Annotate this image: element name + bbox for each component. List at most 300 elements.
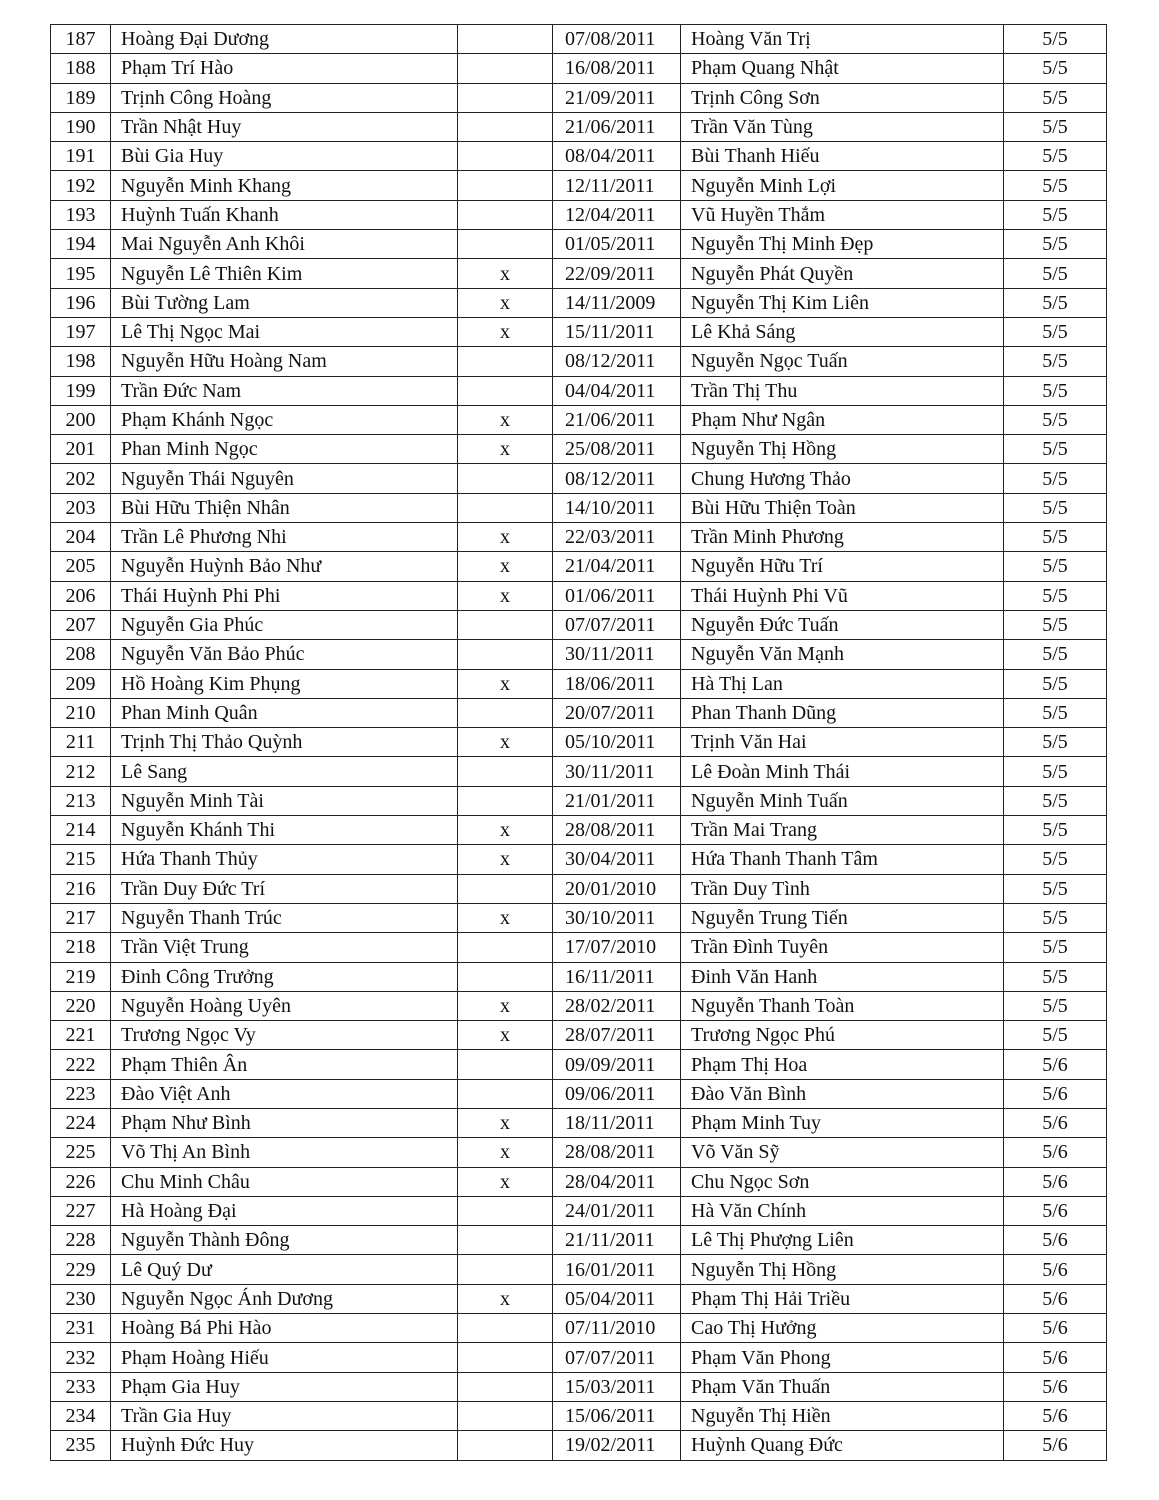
row-number: 222	[51, 1050, 111, 1079]
female-mark: x	[458, 669, 553, 698]
student-roster-table	[50, 24, 1107, 1461]
birth-date: 20/01/2010	[553, 874, 681, 903]
parent-name: Phạm Văn Thuấn	[681, 1372, 1004, 1401]
parent-name: Bùi Hữu Thiện Toàn	[681, 493, 1004, 522]
birth-date: 17/07/2010	[553, 933, 681, 962]
student-name: Hà Hoàng Đại	[111, 1196, 458, 1225]
birth-date: 18/11/2011	[553, 1108, 681, 1137]
table-row	[51, 1108, 1107, 1137]
female-mark: x	[458, 317, 553, 346]
table-row	[51, 25, 1107, 54]
row-number: 209	[51, 669, 111, 698]
class-name: 5/6	[1004, 1314, 1107, 1343]
parent-name: Nguyễn Đức Tuấn	[681, 610, 1004, 639]
table-row	[51, 347, 1107, 376]
table-row	[51, 1196, 1107, 1225]
birth-date: 22/03/2011	[553, 523, 681, 552]
female-mark	[458, 1255, 553, 1284]
birth-date: 21/04/2011	[553, 552, 681, 581]
class-name: 5/5	[1004, 552, 1107, 581]
row-number: 211	[51, 728, 111, 757]
parent-name: Lê Khả Sáng	[681, 317, 1004, 346]
row-number: 210	[51, 698, 111, 727]
table-row	[51, 962, 1107, 991]
female-mark	[458, 347, 553, 376]
table-row	[51, 757, 1107, 786]
student-name: Huỳnh Đức Huy	[111, 1431, 458, 1460]
class-name: 5/5	[1004, 903, 1107, 932]
table-row	[51, 1021, 1107, 1050]
table-row	[51, 552, 1107, 581]
parent-name: Trần Thị Thu	[681, 376, 1004, 405]
student-name: Hoàng Bá Phi Hào	[111, 1314, 458, 1343]
table-row	[51, 259, 1107, 288]
table-row	[51, 1226, 1107, 1255]
birth-date: 24/01/2011	[553, 1196, 681, 1225]
parent-name: Hoàng Văn Trị	[681, 25, 1004, 54]
birth-date: 15/03/2011	[553, 1372, 681, 1401]
student-name: Nguyễn Thành Đông	[111, 1226, 458, 1255]
row-number: 216	[51, 874, 111, 903]
student-name: Trương Ngọc Vy	[111, 1021, 458, 1050]
female-mark: x	[458, 991, 553, 1020]
class-name: 5/6	[1004, 1108, 1107, 1137]
row-number: 204	[51, 523, 111, 552]
female-mark: x	[458, 259, 553, 288]
parent-name: Trịnh Văn Hai	[681, 728, 1004, 757]
female-mark: x	[458, 405, 553, 434]
row-number: 212	[51, 757, 111, 786]
parent-name: Chu Ngọc Sơn	[681, 1167, 1004, 1196]
row-number: 188	[51, 54, 111, 83]
female-mark	[458, 933, 553, 962]
student-name: Thái Huỳnh Phi Phi	[111, 581, 458, 610]
birth-date: 05/04/2011	[553, 1284, 681, 1313]
student-name: Võ Thị An Bình	[111, 1138, 458, 1167]
class-name: 5/5	[1004, 54, 1107, 83]
table-row	[51, 54, 1107, 83]
student-name: Chu Minh Châu	[111, 1167, 458, 1196]
class-name: 5/6	[1004, 1372, 1107, 1401]
table-row	[51, 1138, 1107, 1167]
parent-name: Đào Văn Bình	[681, 1079, 1004, 1108]
class-name: 5/5	[1004, 610, 1107, 639]
student-name: Phạm Hoàng Hiếu	[111, 1343, 458, 1372]
class-name: 5/6	[1004, 1226, 1107, 1255]
female-mark	[458, 142, 553, 171]
class-name: 5/6	[1004, 1050, 1107, 1079]
parent-name: Phạm Thị Hoa	[681, 1050, 1004, 1079]
table-row	[51, 874, 1107, 903]
female-mark	[458, 962, 553, 991]
row-number: 217	[51, 903, 111, 932]
class-name: 5/5	[1004, 1021, 1107, 1050]
parent-name: Thái Huỳnh Phi Vũ	[681, 581, 1004, 610]
student-name: Nguyễn Lê Thiên Kim	[111, 259, 458, 288]
class-name: 5/5	[1004, 317, 1107, 346]
table-row	[51, 317, 1107, 346]
table-row	[51, 83, 1107, 112]
parent-name: Hà Văn Chính	[681, 1196, 1004, 1225]
student-name: Nguyễn Khánh Thi	[111, 816, 458, 845]
birth-date: 16/11/2011	[553, 962, 681, 991]
student-name: Phan Minh Quân	[111, 698, 458, 727]
parent-name: Nguyễn Thị Kim Liên	[681, 288, 1004, 317]
female-mark	[458, 610, 553, 639]
class-name: 5/5	[1004, 816, 1107, 845]
female-mark	[458, 874, 553, 903]
birth-date: 14/10/2011	[553, 493, 681, 522]
parent-name: Trịnh Công Sơn	[681, 83, 1004, 112]
birth-date: 18/06/2011	[553, 669, 681, 698]
birth-date: 14/11/2009	[553, 288, 681, 317]
class-name: 5/5	[1004, 728, 1107, 757]
class-name: 5/5	[1004, 288, 1107, 317]
female-mark: x	[458, 288, 553, 317]
table-row	[51, 698, 1107, 727]
class-name: 5/5	[1004, 962, 1107, 991]
roster-body	[51, 25, 1107, 1461]
table-row	[51, 230, 1107, 259]
birth-date: 07/11/2010	[553, 1314, 681, 1343]
student-name: Mai Nguyễn Anh Khôi	[111, 230, 458, 259]
birth-date: 08/12/2011	[553, 347, 681, 376]
female-mark: x	[458, 816, 553, 845]
student-name: Trần Gia Huy	[111, 1401, 458, 1430]
parent-name: Trương Ngọc Phú	[681, 1021, 1004, 1050]
parent-name: Trần Duy Tình	[681, 874, 1004, 903]
class-name: 5/6	[1004, 1343, 1107, 1372]
row-number: 214	[51, 816, 111, 845]
table-row	[51, 1050, 1107, 1079]
birth-date: 07/07/2011	[553, 610, 681, 639]
parent-name: Phạm Văn Phong	[681, 1343, 1004, 1372]
student-name: Hồ Hoàng Kim Phụng	[111, 669, 458, 698]
class-name: 5/5	[1004, 200, 1107, 229]
birth-date: 21/01/2011	[553, 786, 681, 815]
parent-name: Nguyễn Thị Hiền	[681, 1401, 1004, 1430]
row-number: 229	[51, 1255, 111, 1284]
row-number: 201	[51, 435, 111, 464]
birth-date: 21/09/2011	[553, 83, 681, 112]
table-row	[51, 1079, 1107, 1108]
row-number: 232	[51, 1343, 111, 1372]
female-mark	[458, 1196, 553, 1225]
class-name: 5/5	[1004, 493, 1107, 522]
female-mark: x	[458, 435, 553, 464]
female-mark	[458, 1226, 553, 1255]
parent-name: Trần Mai Trang	[681, 816, 1004, 845]
row-number: 194	[51, 230, 111, 259]
table-row	[51, 1314, 1107, 1343]
class-name: 5/6	[1004, 1284, 1107, 1313]
row-number: 199	[51, 376, 111, 405]
female-mark	[458, 54, 553, 83]
student-name: Đinh Công Trưởng	[111, 962, 458, 991]
birth-date: 28/04/2011	[553, 1167, 681, 1196]
female-mark	[458, 171, 553, 200]
table-row	[51, 405, 1107, 434]
female-mark: x	[458, 1108, 553, 1137]
table-row	[51, 200, 1107, 229]
parent-name: Phan Thanh Dũng	[681, 698, 1004, 727]
class-name: 5/5	[1004, 845, 1107, 874]
row-number: 200	[51, 405, 111, 434]
table-row	[51, 610, 1107, 639]
table-row	[51, 288, 1107, 317]
class-name: 5/6	[1004, 1255, 1107, 1284]
parent-name: Trần Minh Phương	[681, 523, 1004, 552]
parent-name: Đinh Văn Hanh	[681, 962, 1004, 991]
female-mark	[458, 1343, 553, 1372]
table-row	[51, 112, 1107, 141]
student-name: Hoàng Đại Dương	[111, 25, 458, 54]
female-mark	[458, 640, 553, 669]
table-row	[51, 640, 1107, 669]
row-number: 187	[51, 25, 111, 54]
parent-name: Phạm Như Ngân	[681, 405, 1004, 434]
birth-date: 07/07/2011	[553, 1343, 681, 1372]
row-number: 196	[51, 288, 111, 317]
table-row	[51, 991, 1107, 1020]
student-name: Lê Quý Dư	[111, 1255, 458, 1284]
class-name: 5/5	[1004, 376, 1107, 405]
class-name: 5/5	[1004, 757, 1107, 786]
female-mark: x	[458, 552, 553, 581]
student-name: Bùi Hữu Thiện Nhân	[111, 493, 458, 522]
row-number: 202	[51, 464, 111, 493]
birth-date: 20/07/2011	[553, 698, 681, 727]
female-mark: x	[458, 581, 553, 610]
female-mark	[458, 1050, 553, 1079]
student-name: Nguyễn Hoàng Uyên	[111, 991, 458, 1020]
student-name: Phạm Trí Hào	[111, 54, 458, 83]
parent-name: Vũ Huyền Thắm	[681, 200, 1004, 229]
class-name: 5/5	[1004, 698, 1107, 727]
student-name: Nguyễn Huỳnh Bảo Như	[111, 552, 458, 581]
student-name: Trần Việt Trung	[111, 933, 458, 962]
birth-date: 15/11/2011	[553, 317, 681, 346]
female-mark	[458, 1372, 553, 1401]
female-mark	[458, 493, 553, 522]
female-mark	[458, 112, 553, 141]
table-row	[51, 903, 1107, 932]
birth-date: 08/04/2011	[553, 142, 681, 171]
birth-date: 25/08/2011	[553, 435, 681, 464]
row-number: 192	[51, 171, 111, 200]
parent-name: Nguyễn Ngọc Tuấn	[681, 347, 1004, 376]
parent-name: Nguyễn Minh Tuấn	[681, 786, 1004, 815]
birth-date: 28/08/2011	[553, 1138, 681, 1167]
female-mark	[458, 786, 553, 815]
row-number: 226	[51, 1167, 111, 1196]
class-name: 5/6	[1004, 1431, 1107, 1460]
student-name: Phạm Như Bình	[111, 1108, 458, 1137]
student-name: Nguyễn Thái Nguyên	[111, 464, 458, 493]
row-number: 220	[51, 991, 111, 1020]
parent-name: Nguyễn Trung Tiến	[681, 903, 1004, 932]
female-mark: x	[458, 1284, 553, 1313]
parent-name: Chung Hương Thảo	[681, 464, 1004, 493]
table-row	[51, 1431, 1107, 1460]
class-name: 5/5	[1004, 112, 1107, 141]
class-name: 5/5	[1004, 581, 1107, 610]
row-number: 207	[51, 610, 111, 639]
row-number: 213	[51, 786, 111, 815]
row-number: 231	[51, 1314, 111, 1343]
class-name: 5/6	[1004, 1196, 1107, 1225]
class-name: 5/6	[1004, 1167, 1107, 1196]
table-row	[51, 493, 1107, 522]
row-number: 205	[51, 552, 111, 581]
female-mark	[458, 200, 553, 229]
female-mark	[458, 1431, 553, 1460]
parent-name: Hứa Thanh Thanh Tâm	[681, 845, 1004, 874]
student-name: Trần Nhật Huy	[111, 112, 458, 141]
birth-date: 30/04/2011	[553, 845, 681, 874]
table-row	[51, 786, 1107, 815]
row-number: 221	[51, 1021, 111, 1050]
birth-date: 21/06/2011	[553, 112, 681, 141]
birth-date: 28/07/2011	[553, 1021, 681, 1050]
table-row	[51, 376, 1107, 405]
student-name: Phan Minh Ngọc	[111, 435, 458, 464]
female-mark	[458, 1314, 553, 1343]
birth-date: 30/11/2011	[553, 640, 681, 669]
student-name: Nguyễn Thanh Trúc	[111, 903, 458, 932]
student-name: Nguyễn Minh Tài	[111, 786, 458, 815]
birth-date: 28/02/2011	[553, 991, 681, 1020]
parent-name: Nguyễn Thị Minh Đẹp	[681, 230, 1004, 259]
row-number: 219	[51, 962, 111, 991]
table-row	[51, 1167, 1107, 1196]
student-name: Bùi Tường Lam	[111, 288, 458, 317]
row-number: 206	[51, 581, 111, 610]
class-name: 5/5	[1004, 405, 1107, 434]
row-number: 195	[51, 259, 111, 288]
parent-name: Võ Văn Sỹ	[681, 1138, 1004, 1167]
female-mark	[458, 376, 553, 405]
female-mark	[458, 464, 553, 493]
parent-name: Phạm Minh Tuy	[681, 1108, 1004, 1137]
female-mark	[458, 1401, 553, 1430]
class-name: 5/5	[1004, 464, 1107, 493]
birth-date: 15/06/2011	[553, 1401, 681, 1430]
parent-name: Hà Thị Lan	[681, 669, 1004, 698]
birth-date: 21/11/2011	[553, 1226, 681, 1255]
birth-date: 07/08/2011	[553, 25, 681, 54]
row-number: 225	[51, 1138, 111, 1167]
female-mark: x	[458, 1138, 553, 1167]
parent-name: Trần Văn Tùng	[681, 112, 1004, 141]
student-name: Nguyễn Minh Khang	[111, 171, 458, 200]
class-name: 5/5	[1004, 786, 1107, 815]
class-name: 5/5	[1004, 640, 1107, 669]
parent-name: Nguyễn Thanh Toàn	[681, 991, 1004, 1020]
student-name: Phạm Thiên Ân	[111, 1050, 458, 1079]
parent-name: Trần Đình Tuyên	[681, 933, 1004, 962]
table-row	[51, 1255, 1107, 1284]
parent-name: Nguyễn Minh Lợi	[681, 171, 1004, 200]
parent-name: Lê Đoàn Minh Thái	[681, 757, 1004, 786]
class-name: 5/6	[1004, 1138, 1107, 1167]
student-name: Bùi Gia Huy	[111, 142, 458, 171]
birth-date: 22/09/2011	[553, 259, 681, 288]
table-row	[51, 464, 1107, 493]
row-number: 233	[51, 1372, 111, 1401]
table-row	[51, 669, 1107, 698]
birth-date: 12/04/2011	[553, 200, 681, 229]
table-row	[51, 1372, 1107, 1401]
birth-date: 16/01/2011	[553, 1255, 681, 1284]
row-number: 228	[51, 1226, 111, 1255]
female-mark: x	[458, 523, 553, 552]
female-mark	[458, 83, 553, 112]
row-number: 223	[51, 1079, 111, 1108]
row-number: 235	[51, 1431, 111, 1460]
class-name: 5/5	[1004, 523, 1107, 552]
birth-date: 30/10/2011	[553, 903, 681, 932]
female-mark: x	[458, 845, 553, 874]
parent-name: Nguyễn Phát Quyền	[681, 259, 1004, 288]
table-row	[51, 581, 1107, 610]
table-row	[51, 728, 1107, 757]
row-number: 227	[51, 1196, 111, 1225]
row-number: 197	[51, 317, 111, 346]
class-name: 5/5	[1004, 83, 1107, 112]
row-number: 218	[51, 933, 111, 962]
row-number: 190	[51, 112, 111, 141]
female-mark	[458, 230, 553, 259]
birth-date: 21/06/2011	[553, 405, 681, 434]
student-name: Trần Đức Nam	[111, 376, 458, 405]
class-name: 5/5	[1004, 933, 1107, 962]
class-name: 5/5	[1004, 171, 1107, 200]
table-row	[51, 816, 1107, 845]
table-row	[51, 1343, 1107, 1372]
birth-date: 09/09/2011	[553, 1050, 681, 1079]
student-name: Nguyễn Gia Phúc	[111, 610, 458, 639]
class-name: 5/5	[1004, 25, 1107, 54]
student-name: Lê Sang	[111, 757, 458, 786]
parent-name: Nguyễn Hữu Trí	[681, 552, 1004, 581]
student-name: Trần Duy Đức Trí	[111, 874, 458, 903]
table-row	[51, 1284, 1107, 1313]
birth-date: 16/08/2011	[553, 54, 681, 83]
parent-name: Phạm Thị Hải Triều	[681, 1284, 1004, 1313]
birth-date: 08/12/2011	[553, 464, 681, 493]
row-number: 193	[51, 200, 111, 229]
table-row	[51, 933, 1107, 962]
row-number: 208	[51, 640, 111, 669]
class-name: 5/6	[1004, 1079, 1107, 1108]
birth-date: 09/06/2011	[553, 1079, 681, 1108]
student-name: Trịnh Công Hoàng	[111, 83, 458, 112]
parent-name: Bùi Thanh Hiếu	[681, 142, 1004, 171]
class-name: 5/5	[1004, 991, 1107, 1020]
parent-name: Cao Thị Hưởng	[681, 1314, 1004, 1343]
row-number: 189	[51, 83, 111, 112]
female-mark: x	[458, 1167, 553, 1196]
student-name: Nguyễn Hữu Hoàng Nam	[111, 347, 458, 376]
row-number: 203	[51, 493, 111, 522]
student-name: Lê Thị Ngọc Mai	[111, 317, 458, 346]
parent-name: Nguyễn Thị Hồng	[681, 1255, 1004, 1284]
birth-date: 01/06/2011	[553, 581, 681, 610]
student-name: Nguyễn Văn Bảo Phúc	[111, 640, 458, 669]
row-number: 215	[51, 845, 111, 874]
female-mark	[458, 757, 553, 786]
